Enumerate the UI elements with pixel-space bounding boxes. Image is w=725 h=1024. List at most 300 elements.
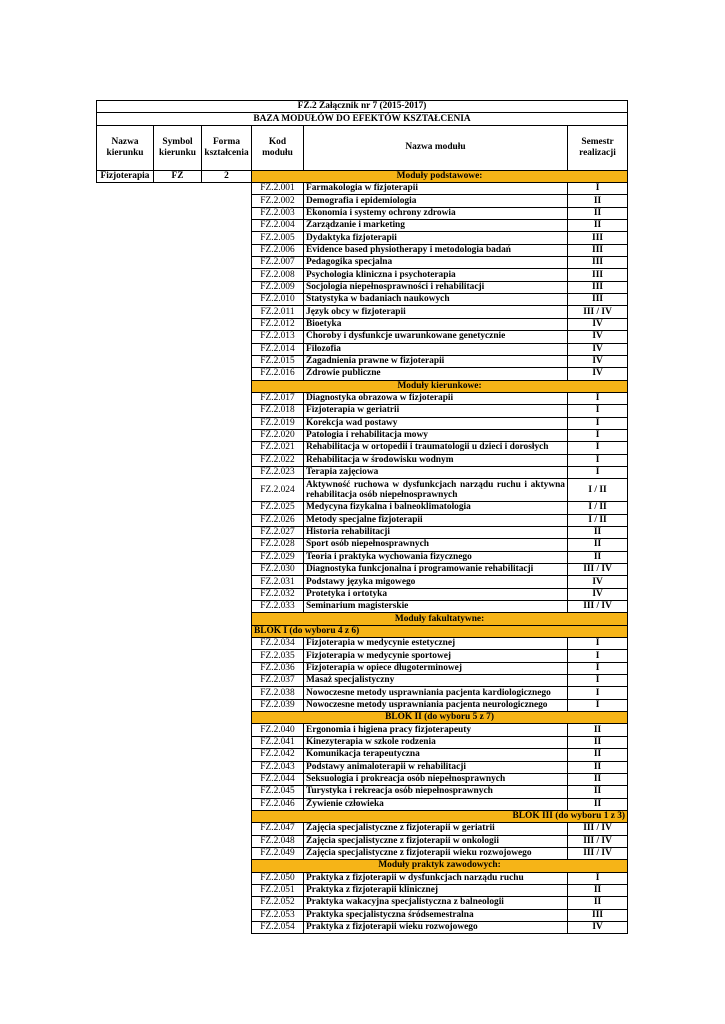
table-row xyxy=(97,650,628,662)
table-row xyxy=(97,539,628,551)
module-semester: II xyxy=(568,749,628,761)
module-name: Psychologia kliniczna i psychoterapia xyxy=(304,269,568,281)
section-header-row xyxy=(97,380,628,392)
table-row xyxy=(97,601,628,613)
col-header-nazwa: Nazwa modułu xyxy=(304,125,568,170)
table-row xyxy=(97,514,628,526)
module-semester: IV xyxy=(568,343,628,355)
empty-cell xyxy=(97,638,252,650)
module-name: Sport osób niepełnosprawnych xyxy=(304,539,568,551)
module-code: FZ.2.054 xyxy=(252,921,304,933)
empty-cell xyxy=(97,601,252,613)
table-row xyxy=(97,687,628,699)
table-row xyxy=(97,466,628,478)
module-semester: I xyxy=(568,675,628,687)
table-row xyxy=(97,207,628,219)
module-name: Ergonomia i higiena pracy fizjoterapeuty xyxy=(304,724,568,736)
col-header-symbol: Symbol kierunku xyxy=(154,125,202,170)
empty-cell xyxy=(97,847,252,859)
empty-cell xyxy=(97,207,252,219)
module-code: FZ.2.001 xyxy=(252,183,304,195)
module-semester: I xyxy=(568,699,628,711)
module-semester: II xyxy=(568,884,628,896)
module-code: FZ.2.010 xyxy=(252,294,304,306)
module-semester: I xyxy=(568,417,628,429)
program-forma: 2 xyxy=(202,170,252,182)
table-row xyxy=(97,183,628,195)
module-semester: III / IV xyxy=(568,306,628,318)
module-code: FZ.2.004 xyxy=(252,220,304,232)
module-code: FZ.2.047 xyxy=(252,823,304,835)
module-name: Zajęcia specjalistyczne z fizjoterapii w geriatrii xyxy=(304,823,568,835)
section-header-row xyxy=(97,625,628,637)
module-name: Język obcy w fizjoterapii xyxy=(304,306,568,318)
module-semester: II xyxy=(568,551,628,563)
module-code: FZ.2.040 xyxy=(252,724,304,736)
module-code: FZ.2.014 xyxy=(252,343,304,355)
empty-cell xyxy=(97,405,252,417)
module-code: FZ.2.009 xyxy=(252,281,304,293)
program-kierunek: Fizjoterapia xyxy=(97,170,154,182)
table-row xyxy=(97,281,628,293)
module-semester: II xyxy=(568,798,628,810)
module-name: Zdrowie publiczne xyxy=(304,368,568,380)
table-row xyxy=(97,368,628,380)
empty-cell xyxy=(97,466,252,478)
module-semester: IV xyxy=(568,355,628,367)
module-table-body xyxy=(97,101,628,934)
module-code: FZ.2.036 xyxy=(252,662,304,674)
module-name: Praktyka z fizjoterapii w dysfunkcjach narządu ruchu xyxy=(304,872,568,884)
module-name: Dydaktyka fizjoterapii xyxy=(304,232,568,244)
module-name: Protetyka i ortotyka xyxy=(304,588,568,600)
module-code: FZ.2.044 xyxy=(252,773,304,785)
empty-cell xyxy=(97,675,252,687)
module-code: FZ.2.015 xyxy=(252,355,304,367)
table-row xyxy=(97,232,628,244)
module-code: FZ.2.027 xyxy=(252,526,304,538)
module-semester: I xyxy=(568,405,628,417)
empty-cell xyxy=(97,479,252,502)
module-name: Fizjoterapia w geriatrii xyxy=(304,405,568,417)
module-name: Nowoczesne metody usprawniania pacjenta kardiologicznego xyxy=(304,687,568,699)
table-row xyxy=(97,195,628,207)
module-code: FZ.2.025 xyxy=(252,502,304,514)
empty-cell xyxy=(97,269,252,281)
module-code: FZ.2.038 xyxy=(252,687,304,699)
table-row xyxy=(97,551,628,563)
col-header-kod: Kod modułu xyxy=(252,125,304,170)
table-row xyxy=(97,921,628,933)
section-title: Moduły fakultatywne: xyxy=(252,613,628,625)
section-title: Moduły praktyk zawodowych: xyxy=(252,860,628,872)
module-name: Fizjoterapia w medycynie estetycznej xyxy=(304,638,568,650)
table-row xyxy=(97,318,628,330)
module-name: Zajęcia specjalistyczne z fizjoterapii wieku rozwojowego xyxy=(304,847,568,859)
module-code: FZ.2.042 xyxy=(252,749,304,761)
empty-cell xyxy=(97,724,252,736)
table-row xyxy=(97,909,628,921)
module-semester: III / IV xyxy=(568,847,628,859)
table-row xyxy=(97,429,628,441)
module-name: Pedagogika specjalna xyxy=(304,257,568,269)
empty-cell xyxy=(97,576,252,588)
module-name: Choroby i dysfunkcje uwarunkowane genetycznie xyxy=(304,331,568,343)
table-row xyxy=(97,417,628,429)
module-name: Praktyka z fizjoterapii wieku rozwojowego xyxy=(304,921,568,933)
empty-cell xyxy=(97,564,252,576)
module-code: FZ.2.020 xyxy=(252,429,304,441)
module-name: Rehabilitacja w środowisku wodnym xyxy=(304,454,568,466)
table-row xyxy=(97,454,628,466)
module-code: FZ.2.005 xyxy=(252,232,304,244)
section-title: BLOK III (do wyboru 1 z 3) xyxy=(252,810,628,822)
module-code: FZ.2.026 xyxy=(252,514,304,526)
module-name: Praktyka z fizjoterapii klinicznej xyxy=(304,884,568,896)
empty-cell xyxy=(97,392,252,404)
empty-cell xyxy=(97,514,252,526)
table-row xyxy=(97,269,628,281)
module-code: FZ.2.028 xyxy=(252,539,304,551)
module-semester: III xyxy=(568,909,628,921)
module-name: Teoria i praktyka wychowania fizycznego xyxy=(304,551,568,563)
table-row xyxy=(97,736,628,748)
module-semester: III xyxy=(568,244,628,256)
module-code: FZ.2.049 xyxy=(252,847,304,859)
module-semester: III / IV xyxy=(568,835,628,847)
module-semester: I / II xyxy=(568,502,628,514)
empty-cell xyxy=(97,368,252,380)
empty-cell xyxy=(97,921,252,933)
section-title: Moduły kierunkowe: xyxy=(252,380,628,392)
table-row xyxy=(97,294,628,306)
module-code: FZ.2.031 xyxy=(252,576,304,588)
module-name: Turystyka i rekreacja osób niepełnosprawnych xyxy=(304,786,568,798)
module-name: Rehabilitacja w ortopedii i traumatologii u dzieci i dorosłych xyxy=(304,442,568,454)
module-name: Medycyna fizykalna i balneoklimatologia xyxy=(304,502,568,514)
module-semester: I / II xyxy=(568,514,628,526)
module-code: FZ.2.035 xyxy=(252,650,304,662)
module-name: Filozofia xyxy=(304,343,568,355)
module-semester: I xyxy=(568,662,628,674)
module-code: FZ.2.008 xyxy=(252,269,304,281)
module-semester: II xyxy=(568,207,628,219)
module-semester: IV xyxy=(568,331,628,343)
module-name: Fizjoterapia w opiece długoterminowej xyxy=(304,662,568,674)
module-table xyxy=(96,100,628,934)
section-title: BLOK II (do wyboru 5 z 7) xyxy=(252,712,628,724)
empty-cell xyxy=(97,281,252,293)
module-semester: III xyxy=(568,269,628,281)
empty-cell xyxy=(97,183,252,195)
module-name: Nowoczesne metody usprawniania pacjenta neurologicznego xyxy=(304,699,568,711)
empty-cell xyxy=(97,502,252,514)
table-row xyxy=(97,343,628,355)
module-semester: III xyxy=(568,281,628,293)
table-row xyxy=(97,847,628,859)
empty-cell xyxy=(97,625,252,637)
table-row xyxy=(97,675,628,687)
document-subtitle: BAZA MODUŁÓW DO EFEKTÓW KSZTAŁCENIA xyxy=(97,113,628,125)
module-name: Podstawy animaloterapii w rehabilitacji xyxy=(304,761,568,773)
module-name: Praktyka specjalistyczna śródsemestralna xyxy=(304,909,568,921)
table-row xyxy=(97,798,628,810)
empty-cell xyxy=(97,773,252,785)
module-semester: II xyxy=(568,897,628,909)
module-semester: II xyxy=(568,786,628,798)
empty-cell xyxy=(97,355,252,367)
module-code: FZ.2.029 xyxy=(252,551,304,563)
module-name: Komunikacja terapeutyczna xyxy=(304,749,568,761)
table-row xyxy=(97,588,628,600)
table-row xyxy=(97,257,628,269)
module-code: FZ.2.007 xyxy=(252,257,304,269)
module-code: FZ.2.039 xyxy=(252,699,304,711)
table-row xyxy=(97,355,628,367)
module-code: FZ.2.019 xyxy=(252,417,304,429)
empty-cell xyxy=(97,699,252,711)
empty-cell xyxy=(97,650,252,662)
module-semester: I xyxy=(568,687,628,699)
col-header-forma: Forma kształcenia xyxy=(202,125,252,170)
col-header-semestr: Semestr realizacji xyxy=(568,125,628,170)
table-row xyxy=(97,392,628,404)
table-row xyxy=(97,220,628,232)
table-row xyxy=(97,662,628,674)
empty-cell xyxy=(97,220,252,232)
module-code: FZ.2.037 xyxy=(252,675,304,687)
module-semester: I xyxy=(568,466,628,478)
empty-cell xyxy=(97,662,252,674)
module-name: Korekcja wad postawy xyxy=(304,417,568,429)
empty-cell xyxy=(97,897,252,909)
module-name: Fizjoterapia w medycynie sportowej xyxy=(304,650,568,662)
module-name: Historia rehabilitacji xyxy=(304,526,568,538)
table-row xyxy=(97,699,628,711)
module-code: FZ.2.012 xyxy=(252,318,304,330)
module-code: FZ.2.033 xyxy=(252,601,304,613)
col-header-kierunek: Nazwa kierunku xyxy=(97,125,154,170)
module-name: Zarządzanie i marketing xyxy=(304,220,568,232)
module-code: FZ.2.024 xyxy=(252,479,304,502)
module-semester: I xyxy=(568,183,628,195)
table-row xyxy=(97,823,628,835)
module-name: Seksuologia i prokreacja osób niepełnosprawnych xyxy=(304,773,568,785)
empty-cell xyxy=(97,429,252,441)
table-row xyxy=(97,638,628,650)
table-row xyxy=(97,872,628,884)
table-row xyxy=(97,724,628,736)
module-code: FZ.2.048 xyxy=(252,835,304,847)
module-semester: I xyxy=(568,650,628,662)
table-row xyxy=(97,773,628,785)
module-code: FZ.2.032 xyxy=(252,588,304,600)
module-semester: IV xyxy=(568,921,628,933)
empty-cell xyxy=(97,294,252,306)
empty-cell xyxy=(97,749,252,761)
module-semester: IV xyxy=(568,588,628,600)
module-code: FZ.2.011 xyxy=(252,306,304,318)
module-code: FZ.2.002 xyxy=(252,195,304,207)
module-code: FZ.2.045 xyxy=(252,786,304,798)
empty-cell xyxy=(97,454,252,466)
empty-cell xyxy=(97,539,252,551)
module-semester: II xyxy=(568,195,628,207)
empty-cell xyxy=(97,318,252,330)
table-row xyxy=(97,331,628,343)
table-row xyxy=(97,244,628,256)
empty-cell xyxy=(97,835,252,847)
table-row xyxy=(97,761,628,773)
module-semester: I / II xyxy=(568,479,628,502)
empty-cell xyxy=(97,232,252,244)
module-code: FZ.2.052 xyxy=(252,897,304,909)
section-title: Moduły podstawowe: xyxy=(252,170,628,182)
module-semester: II xyxy=(568,773,628,785)
empty-cell xyxy=(97,872,252,884)
empty-cell xyxy=(97,736,252,748)
module-semester: III / IV xyxy=(568,601,628,613)
empty-cell xyxy=(97,860,252,872)
empty-cell xyxy=(97,810,252,822)
column-header-row xyxy=(97,125,628,170)
module-semester: II xyxy=(568,220,628,232)
section-header-row xyxy=(97,712,628,724)
table-row xyxy=(97,564,628,576)
module-semester: I xyxy=(568,638,628,650)
module-semester: IV xyxy=(568,318,628,330)
section-title: BLOK I (do wyboru 4 z 6) xyxy=(252,625,628,637)
module-semester: I xyxy=(568,392,628,404)
empty-cell xyxy=(97,195,252,207)
empty-cell xyxy=(97,331,252,343)
module-code: FZ.2.018 xyxy=(252,405,304,417)
module-semester: IV xyxy=(568,576,628,588)
module-semester: II xyxy=(568,761,628,773)
table-row xyxy=(97,897,628,909)
module-semester: III xyxy=(568,257,628,269)
module-semester: I xyxy=(568,429,628,441)
module-semester: I xyxy=(568,872,628,884)
module-name: Socjologia niepełnosprawności i rehabilitacji xyxy=(304,281,568,293)
module-code: FZ.2.050 xyxy=(252,872,304,884)
module-name: Diagnostyka funkcjonalna i programowanie rehabilitacji xyxy=(304,564,568,576)
document-title: FZ.2 Załącznik nr 7 (2015-2017) xyxy=(97,101,628,113)
empty-cell xyxy=(97,761,252,773)
module-semester: II xyxy=(568,539,628,551)
module-code: FZ.2.041 xyxy=(252,736,304,748)
module-semester: II xyxy=(568,724,628,736)
module-name: Demografia i epidemiologia xyxy=(304,195,568,207)
empty-cell xyxy=(97,380,252,392)
module-code: FZ.2.043 xyxy=(252,761,304,773)
module-name: Masaż specjalistyczny xyxy=(304,675,568,687)
section-header-row xyxy=(97,613,628,625)
module-code: FZ.2.053 xyxy=(252,909,304,921)
module-name: Farmakologia w fizjoterapii xyxy=(304,183,568,195)
section-header-row xyxy=(97,170,628,182)
module-name: Podstawy języka migowego xyxy=(304,576,568,588)
module-name: Praktyka wakacyjna specjalistyczna z balneologii xyxy=(304,897,568,909)
module-semester: III / IV xyxy=(568,823,628,835)
section-header-row xyxy=(97,810,628,822)
module-semester: I xyxy=(568,442,628,454)
module-name: Zagadnienia prawne w fizjoterapii xyxy=(304,355,568,367)
empty-cell xyxy=(97,884,252,896)
module-name: Seminarium magisterskie xyxy=(304,601,568,613)
module-semester: III xyxy=(568,294,628,306)
module-name: Metody specjalne fizjoterapii xyxy=(304,514,568,526)
empty-cell xyxy=(97,551,252,563)
module-semester: III / IV xyxy=(568,564,628,576)
module-semester: IV xyxy=(568,368,628,380)
module-semester: II xyxy=(568,736,628,748)
module-code: FZ.2.006 xyxy=(252,244,304,256)
module-code: FZ.2.046 xyxy=(252,798,304,810)
table-row xyxy=(97,835,628,847)
empty-cell xyxy=(97,909,252,921)
table-row xyxy=(97,306,628,318)
empty-cell xyxy=(97,417,252,429)
module-name: Zajęcia specjalistyczne z fizjoterapii w onkologii xyxy=(304,835,568,847)
module-name: Evidence based physiotherapy i metodologia badań xyxy=(304,244,568,256)
table-row xyxy=(97,502,628,514)
empty-cell xyxy=(97,244,252,256)
empty-cell xyxy=(97,786,252,798)
module-code: FZ.2.021 xyxy=(252,442,304,454)
module-code: FZ.2.003 xyxy=(252,207,304,219)
empty-cell xyxy=(97,526,252,538)
module-name: Żywienie człowieka xyxy=(304,798,568,810)
table-row xyxy=(97,405,628,417)
empty-cell xyxy=(97,823,252,835)
empty-cell xyxy=(97,613,252,625)
table-row xyxy=(97,576,628,588)
module-code: FZ.2.030 xyxy=(252,564,304,576)
empty-cell xyxy=(97,798,252,810)
module-code: FZ.2.051 xyxy=(252,884,304,896)
module-semester: III xyxy=(568,232,628,244)
empty-cell xyxy=(97,306,252,318)
module-name: Statystyka w badaniach naukowych xyxy=(304,294,568,306)
table-row xyxy=(97,526,628,538)
table-row xyxy=(97,786,628,798)
module-code: FZ.2.034 xyxy=(252,638,304,650)
module-code: FZ.2.017 xyxy=(252,392,304,404)
module-semester: I xyxy=(568,454,628,466)
table-row xyxy=(97,479,628,502)
empty-cell xyxy=(97,442,252,454)
empty-cell xyxy=(97,588,252,600)
empty-cell xyxy=(97,712,252,724)
module-code: FZ.2.016 xyxy=(252,368,304,380)
module-code: FZ.2.013 xyxy=(252,331,304,343)
section-header-row xyxy=(97,860,628,872)
empty-cell xyxy=(97,257,252,269)
empty-cell xyxy=(97,343,252,355)
module-code: FZ.2.023 xyxy=(252,466,304,478)
module-name: Ekonomia i systemy ochrony zdrowia xyxy=(304,207,568,219)
module-semester: II xyxy=(568,526,628,538)
module-name: Kinezyterapia w szkole rodzenia xyxy=(304,736,568,748)
table-row xyxy=(97,884,628,896)
table-row xyxy=(97,442,628,454)
empty-cell xyxy=(97,687,252,699)
module-name: Diagnostyka obrazowa w fizjoterapii xyxy=(304,392,568,404)
module-name: Terapia zajęciowa xyxy=(304,466,568,478)
program-symbol: FZ xyxy=(154,170,202,182)
module-code: FZ.2.022 xyxy=(252,454,304,466)
